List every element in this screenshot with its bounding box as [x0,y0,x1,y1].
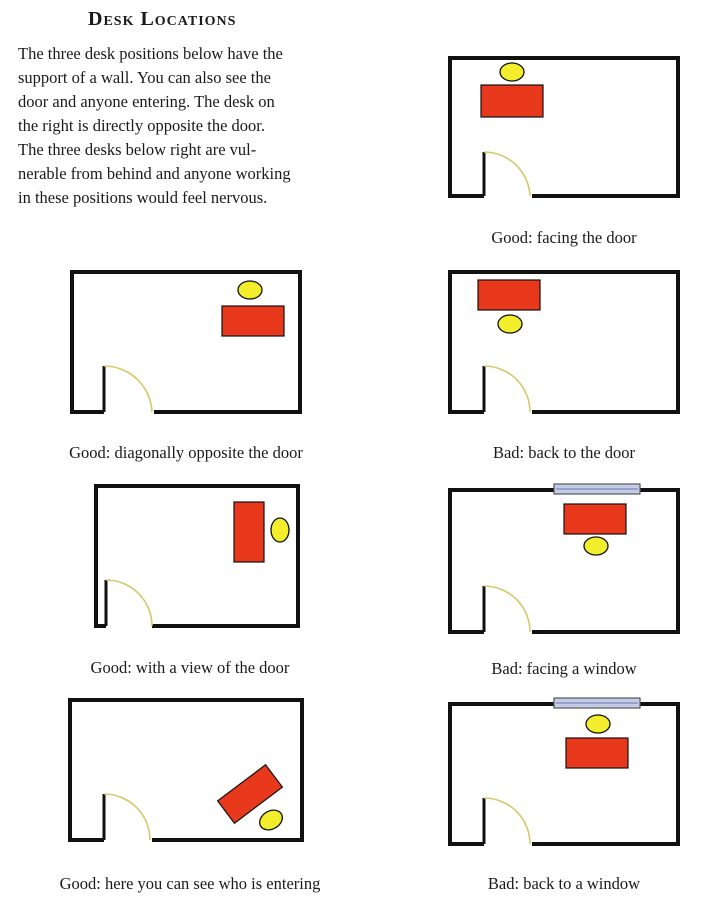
room-wall [96,486,298,626]
diagram-bad-back-to-window [448,698,680,846]
door-swing [104,366,152,412]
door-swing [104,794,150,840]
chair-icon [498,315,522,333]
desk-icon [481,85,543,117]
desk-icon [566,738,628,768]
door-swing [484,152,530,196]
door-swing [484,366,530,412]
intro-line: nerable from behind and anyone working [18,164,291,183]
caption-bad-facing-window: Bad: facing a window [491,659,637,678]
chair-icon [500,63,524,81]
intro-line: the right is directly opposite the door. [18,116,266,135]
desk-icon [222,306,284,336]
intro-line: door and anyone entering. The desk on [18,92,275,111]
caption-good-diagonal: Good: diagonally opposite the door [69,443,303,462]
diagram-good-view-of-door [94,484,300,628]
chair-icon [584,537,608,555]
diagram-bad-back-to-door [448,270,680,414]
room-wall [72,272,300,412]
intro-line: in these positions would feel nervous. [18,188,268,207]
door-swing [106,580,152,626]
intro-line: support of a wall. You can also see the [18,68,271,87]
door-swing [484,798,530,844]
diagram-good-diagonal [70,270,302,414]
intro-line: The three desks below right are vul- [18,140,257,159]
desk-icon [478,280,540,310]
caption-bad-back-to-door: Bad: back to the door [492,443,636,462]
chair-icon [586,715,610,733]
chair-icon [238,281,262,299]
caption-good-see-entering: Good: here you can see who is entering [59,874,321,893]
caption-bad-back-to-window: Bad: back to a window [487,874,641,893]
desk-icon [564,504,626,534]
desk-icon [234,502,264,562]
caption-good-facing-door: Good: facing the door [491,228,637,247]
chair-icon [271,518,289,542]
chair-icon [256,806,286,834]
diagram-good-see-entering [68,698,304,842]
door-swing [484,586,530,632]
page-title: Desk Locations [88,8,237,30]
caption-good-view-of-door: Good: with a view of the door [90,658,290,677]
intro-paragraph [18,42,378,210]
diagram-good-facing-door [448,56,680,198]
intro-line: The three desk positions below have the [18,44,283,63]
diagram-bad-facing-window [448,484,680,634]
